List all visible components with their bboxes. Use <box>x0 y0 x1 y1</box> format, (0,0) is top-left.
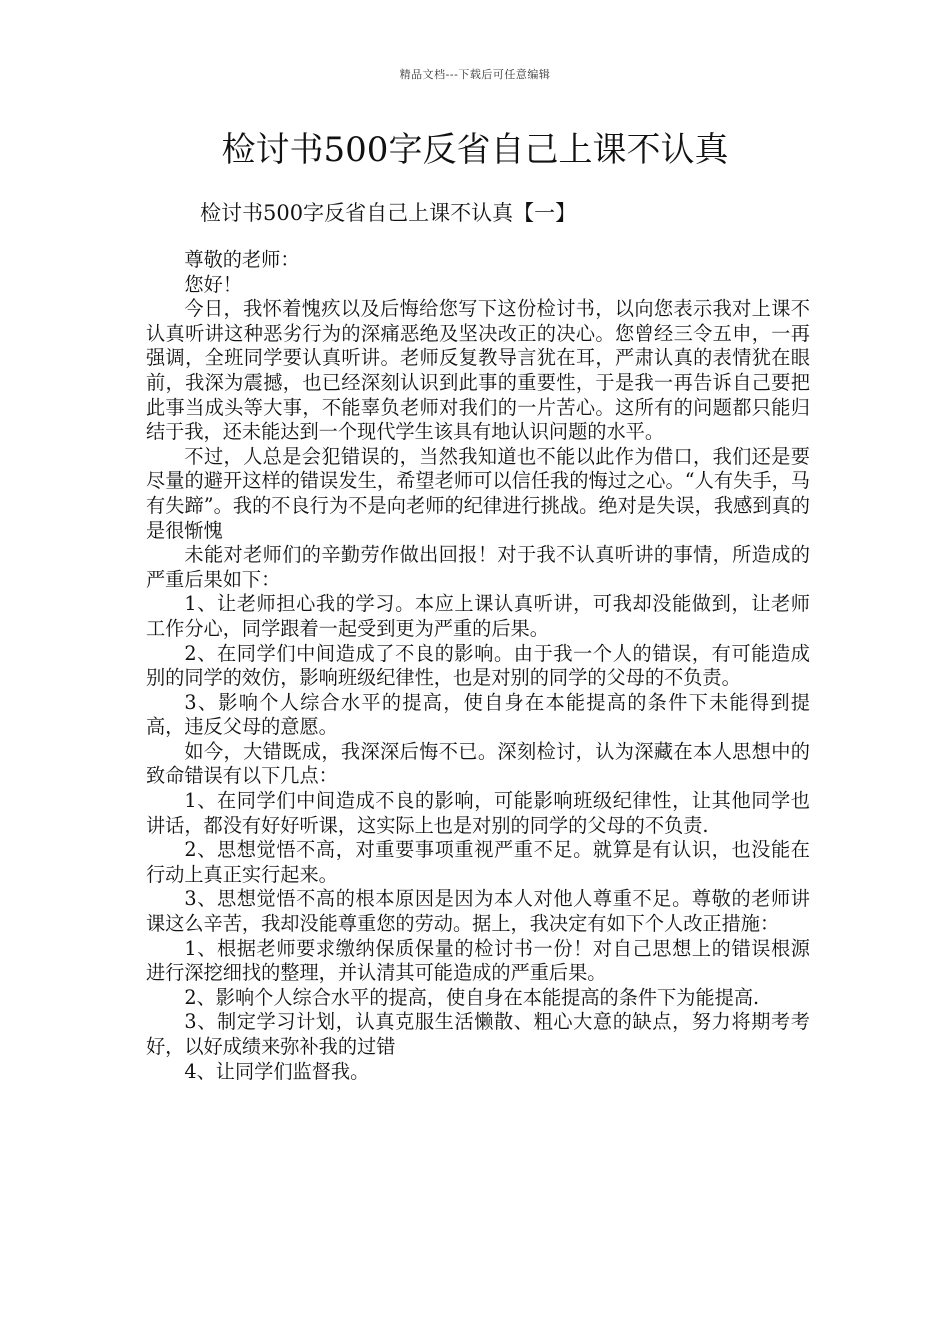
list-item: 2、思想觉悟不高，对重要事项重视严重不足。就算是有认识，也没能在行动上真正实行起来。 <box>146 838 810 886</box>
list-item: 1、根据老师要求缴纳保质保量的检讨书一份！对自己思想上的错误根源进行深挖细找的整理，并认清其可能造成的严重后果。 <box>146 936 810 985</box>
document-title: 检讨书500字反省自己上课不认真 <box>221 130 729 170</box>
paragraph: 不过，人总是会犯错误的，当然我知道也不能以此作为借口，我们还是要尽量的避开这样的错误发生，希望老师可以信任我的悔过之心。“人有失手，马有失蹄”。我的不良行为不是向老师的纪律进行挑战。绝对是失误，我感到真的是很惭愧 <box>146 444 810 542</box>
list-item: 3、思想觉悟不高的根本原因是因为本人对他人尊重不足。尊敬的老师讲课这么辛苦，我却没能尊重您的劳动。据上，我决定有如下个人改正措施： <box>146 887 810 936</box>
list-item: 3、制定学习计划，认真克服生活懒散、粗心大意的缺点，努力将期考考好，以好成绩来弥补我的过错 <box>146 1010 810 1058</box>
header-note: 精品文档---下载后可任意编辑 <box>399 68 551 81</box>
list-item: 1、让老师担心我的学习。本应上课认真听讲，可我却没能做到，让老师工作分心，同学跟着一起受到更为严重的后果。 <box>146 592 810 640</box>
list-item: 2、在同学们中间造成了不良的影响。由于我一个人的错误，有可能造成别的同学的效仿，影响班级纪律性，也是对别的同学的父母的不负责。 <box>146 641 810 690</box>
list-item: 2、影响个人综合水平的提高，使自身在本能提高的条件下为能提高. <box>184 985 760 1009</box>
paragraph: 今日，我怀着愧疚以及后悔给您写下这份检讨书，以向您表示我对上课不认真听讲这种恶劣行为的深痛恶绝及坚决改正的决心。您曾经三令五申，一再强调，全班同学要认真听讲。老师反复教导言犹在耳，严肃认真的表情犹在眼前，我深为震撼，也已经深刻认识到此事的重要性，于是我一再告诉自己要把此事当成头等大事，不能辜负老师对我们的一片苦心。这所有的问题都只能归结于我，还未能达到一个现代学生该具有地认识问题的水平。 <box>146 297 810 444</box>
list-item: 1、在同学们中间造成不良的影响，可能影响班级纪律性，让其他同学也讲话，都没有好好听课，这实际上也是对别的同学的父母的不负责. <box>146 789 810 837</box>
greeting: 您好！ <box>184 272 242 296</box>
body-text <box>146 248 810 1084</box>
salutation: 尊敬的老师： <box>184 248 300 271</box>
list-item: 3、影响个人综合水平的提高，使自身在本能提高的条件下未能得到提高，违反父母的意愿。 <box>146 690 810 739</box>
paragraph: 未能对老师们的辛勤劳作做出回报！对于我不认真听讲的事情，所造成的严重后果如下： <box>146 543 810 591</box>
list-item: 4、让同学们监督我。 <box>184 1059 370 1083</box>
paragraph: 如今，大错既成，我深深后悔不已。深刻检讨，认为深藏在本人思想中的致命错误有以下几点： <box>146 739 810 788</box>
section-subtitle: 检讨书500字反省自己上课不认真【一】 <box>200 201 577 225</box>
